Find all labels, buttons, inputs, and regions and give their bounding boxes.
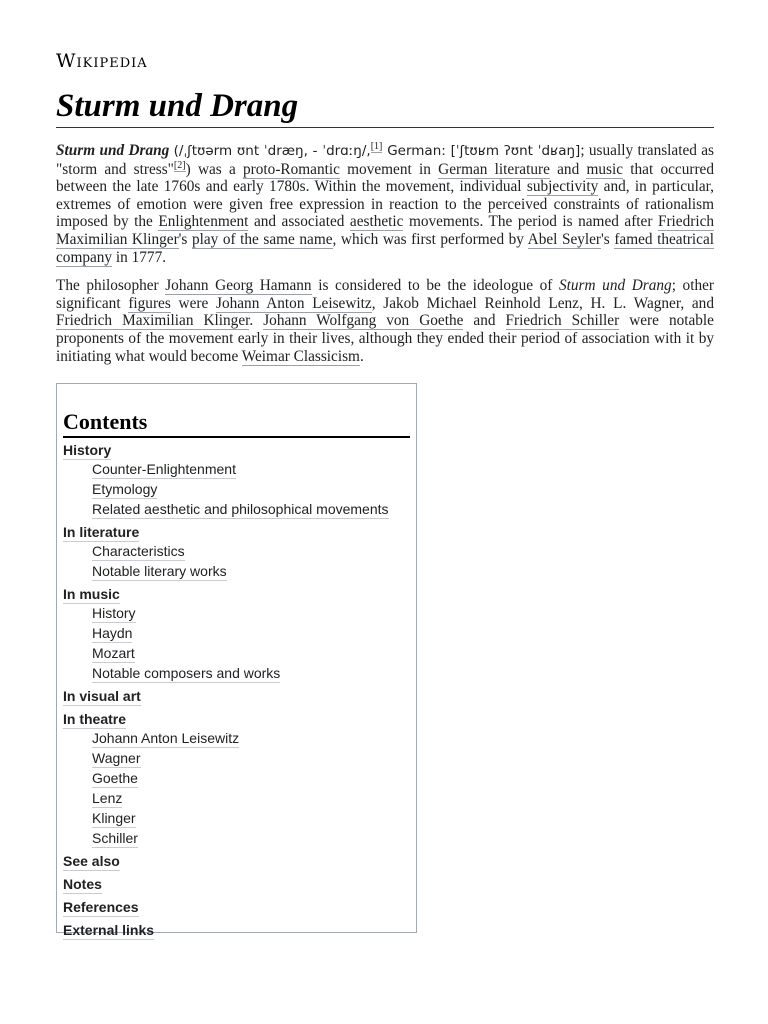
link-abel-seyler[interactable]: Abel Seyler	[527, 230, 602, 248]
toc-subitem	[92, 480, 410, 499]
toc-subitem	[92, 829, 410, 848]
link-play[interactable]: play of the same name	[191, 230, 333, 248]
toc-item-history[interactable]: History	[63, 442, 112, 458]
toc-subitem	[92, 644, 410, 663]
link-proto-romantic[interactable]: proto-Romantic	[243, 160, 340, 178]
text: were notable proponents of the movement early in their lives, although they ended their period of association with it by initiating what would become	[56, 312, 714, 365]
toc-subitem-lenz[interactable]: Lenz	[92, 790, 123, 806]
toc-subitem-related-movements[interactable]: Related aesthetic and philosophical movements	[92, 501, 389, 517]
text: 's	[178, 230, 192, 248]
text: The philosopher	[56, 277, 166, 295]
ref-2[interactable]: [2]	[173, 159, 186, 171]
link-german-literature[interactable]: German literature	[438, 160, 550, 178]
toc-section-in-visual-art	[63, 688, 410, 706]
toc-subitem-wagner[interactable]: Wagner	[92, 750, 141, 766]
italic-term: Sturm und Drang	[559, 277, 672, 295]
toc-item-in-visual-art[interactable]: In visual art	[63, 688, 141, 704]
toc-section-references	[63, 899, 410, 917]
link-music[interactable]: music	[586, 160, 624, 178]
text: and associated	[248, 213, 350, 231]
toc-subitem	[92, 664, 410, 683]
toc-list	[63, 442, 410, 940]
toc-subitem	[92, 542, 410, 561]
link-klinger[interactable]: Friedrich Maximilian Klinger	[56, 213, 715, 248]
article-page	[56, 48, 714, 365]
link-enlightenment[interactable]: Enlightenment	[158, 213, 249, 231]
text: and	[463, 312, 506, 330]
link-goethe[interactable]: Johann Wolfgang von Goethe	[263, 312, 464, 330]
text: were	[170, 294, 216, 312]
toc-item-in-literature[interactable]: In literature	[63, 524, 140, 540]
text: and, in particular, extremes of emotion were given free expression in reaction to the perceived constraints of rationalism imposed by the	[56, 178, 714, 231]
wikipedia-logo[interactable]: Wikipedia	[56, 50, 148, 72]
link-schiller[interactable]: Friedrich Schiller	[505, 312, 620, 330]
text: movements. The period is named after	[403, 213, 658, 231]
toc-section-see-also	[63, 853, 410, 871]
toc-sublist	[63, 542, 410, 581]
toc-subitem-characteristics[interactable]: Characteristics	[92, 543, 185, 559]
toc-subitem	[92, 604, 410, 623]
intro-paragraph-1	[56, 142, 714, 266]
text: .	[359, 347, 364, 365]
text: in 1777.	[112, 248, 167, 266]
german-label: German:	[382, 143, 451, 159]
toc-section-external-links	[63, 922, 410, 940]
toc-section-in-music	[63, 586, 410, 683]
toc-item-references[interactable]: References	[63, 899, 139, 915]
text: .	[249, 312, 264, 330]
table-of-contents	[56, 383, 417, 938]
link-aesthetic[interactable]: aesthetic	[349, 213, 404, 231]
text: that occurred between the late 1760s and early 1780s. Within the movement, individual	[56, 160, 714, 196]
intro-paragraph-2	[56, 277, 714, 365]
toc-item-in-theatre[interactable]: In theatre	[63, 711, 127, 727]
link-theatrical-company[interactable]: famed theatrical company	[56, 230, 714, 266]
toc-section-history	[63, 442, 410, 519]
toc-subitem-klinger[interactable]: Klinger	[92, 810, 136, 826]
toc-subitem	[92, 500, 410, 519]
toc-subitem-counter-enlightenment[interactable]: Counter-Enlightenment	[92, 461, 236, 477]
toc-subitem-goethe[interactable]: Goethe	[92, 770, 138, 786]
toc-subitem	[92, 769, 410, 788]
text: , which was first performed by	[332, 230, 528, 248]
text: , Jakob Michael Reinhold Lenz, H. L. Wagner, and	[371, 294, 714, 312]
toc-section-notes	[63, 876, 410, 894]
text: and	[549, 160, 587, 178]
text: movement in	[339, 160, 439, 178]
toc-subitem-mozart[interactable]: Mozart	[92, 645, 135, 661]
toc-sublist	[63, 604, 410, 683]
text: 's	[601, 230, 615, 248]
text: is considered to be the ideologue of	[311, 277, 560, 295]
toc-subitem	[92, 562, 410, 581]
toc-subitem-leisewitz[interactable]: Johann Anton Leisewitz	[92, 730, 240, 746]
link-klinger-2[interactable]: Friedrich Maximilian Klinger	[56, 312, 250, 330]
toc-subitem-schiller[interactable]: Schiller	[92, 830, 138, 846]
ipa-pronunciation[interactable]: (/ˌʃtʊərm ʊnt ˈdræŋ, - ˈdrɑːŋ/,	[173, 143, 371, 159]
toc-sublist	[63, 460, 410, 519]
toc-subitem	[92, 789, 410, 808]
toc-subitem	[92, 460, 410, 479]
ref-1[interactable]: [1]	[370, 140, 383, 152]
toc-section-in-literature	[63, 524, 410, 581]
link-hamann[interactable]: Johann Georg Hamann	[165, 277, 312, 295]
toc-subitem-etymology[interactable]: Etymology	[92, 481, 158, 497]
link-weimar-classicism[interactable]: Weimar Classicism	[241, 347, 360, 365]
toc-item-in-music[interactable]: In music	[63, 586, 120, 602]
toc-subitem-notable-composers[interactable]: Notable composers and works	[92, 665, 281, 681]
toc-sublist	[63, 729, 410, 848]
toc-subitem-music-history[interactable]: History	[92, 605, 136, 621]
text: ; usually translated as "storm and stress"	[56, 142, 714, 178]
toc-section-in-theatre	[63, 711, 410, 848]
toc-subitem	[92, 749, 410, 768]
toc-item-external-links[interactable]: External links	[63, 922, 155, 938]
toc-item-see-also[interactable]: See also	[63, 853, 120, 869]
toc-subitem-haydn[interactable]: Haydn	[92, 625, 133, 641]
link-figures[interactable]: figures	[128, 294, 171, 312]
toc-subitem	[92, 809, 410, 828]
toc-subitem	[92, 729, 410, 748]
toc-item-notes[interactable]: Notes	[63, 876, 102, 892]
toc-subitem-notable-literary-works[interactable]: Notable literary works	[92, 563, 227, 579]
link-leisewitz[interactable]: Johann Anton Leisewitz	[216, 294, 372, 312]
toc-subitem	[92, 624, 410, 643]
page-title: Sturm und Drang	[56, 86, 714, 128]
toc-title: Contents	[63, 409, 410, 438]
lead-term: Sturm und Drang	[56, 142, 170, 159]
link-subjectivity[interactable]: subjectivity	[526, 178, 599, 196]
text: ) was a	[185, 160, 244, 178]
text: ; other significant	[56, 277, 714, 312]
german-ipa[interactable]: [ˈʃtʊʁm ʔʊnt ˈdʁaŋ]	[450, 143, 581, 159]
